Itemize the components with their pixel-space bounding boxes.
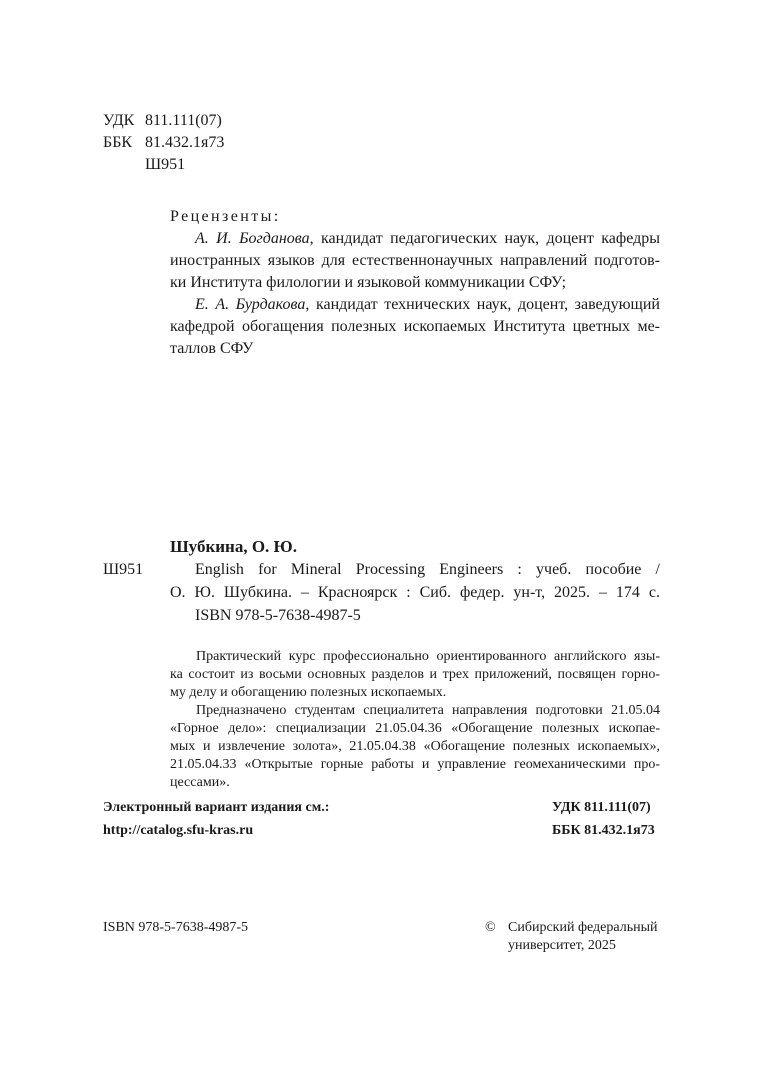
electronic-udk: УДК 811.111(07): [552, 800, 651, 815]
reviewer-2-line-3: таллов СФУ: [170, 340, 254, 357]
bib-title-line: English for Mineral Processing Engineers : учеб. пособие /: [195, 561, 660, 578]
reviewer-1-desc: , кандидат педагогических наук, доцент кафедры: [309, 230, 661, 247]
copyright-line-2: университет, 2025: [508, 938, 616, 953]
reviewer-2-name: Е. А. Бурдакова: [195, 296, 306, 313]
copyright-symbol: ©: [485, 920, 496, 935]
bbk-label: ББК: [103, 134, 133, 151]
reviewer-2-line-1: [195, 295, 660, 315]
reviewer-2-desc: , кандидат технических наук, доцент, заведующий: [305, 296, 660, 313]
reviewer-2-line-2: кафедрой обогащения полезных ископаемых Института цветных ме-: [170, 318, 660, 335]
abstract-p2-line-5: цессами».: [170, 775, 230, 790]
abstract-p2-line-2: «Горное дело»: специализации 21.05.04.36 «Обогащение полезных ископае-: [170, 721, 660, 736]
abstract-p1-line-1: Практический курс профессионально ориентированного английского язы-: [196, 649, 660, 664]
reviewer-1-line-2: иностранных языков для естественнонаучных направлений подготов-: [170, 252, 660, 269]
bib-imprint-line: О. Ю. Шубкина. – Красноярск : Сиб. федер. ун-т, 2025. – 174 с.: [170, 584, 660, 601]
copyright-line-1: Сибирский федеральный: [508, 920, 658, 935]
reviewer-1-line-1: [195, 229, 660, 249]
reviewer-1-name: А. И. Богданова: [195, 230, 310, 247]
catalog-link[interactable]: http://catalog.sfu-kras.ru: [103, 823, 254, 838]
abstract-p2-line-1: Предназначено студентам специалитета направления подготовки 21.05.04: [196, 703, 660, 718]
reviewer-1-line-3: ки Института филологии и языковой коммуникации СФУ;: [170, 274, 567, 291]
bib-isbn: ISBN 978-5-7638-4987-5: [195, 607, 361, 624]
bbk-value: 81.432.1я73: [145, 134, 225, 151]
udk-label: УДК: [103, 112, 135, 129]
abstract-p2-line-4: 21.05.04.33 «Открытые горные работы и управление геомеханическими про-: [170, 757, 660, 772]
bib-mark: Ш951: [103, 561, 144, 578]
udk-value: 811.111(07): [145, 112, 222, 129]
bib-author: Шубкина, О. Ю.: [170, 537, 297, 556]
reviewers-heading: Рецензенты:: [170, 208, 281, 225]
footer-isbn: ISBN 978-5-7638-4987-5: [103, 920, 249, 935]
abstract-p1-line-2: ка состоит из восьми основных разделов и трех приложений, посвящен горно-: [170, 667, 660, 682]
abstract-p1-line-3: му делу и обогащению полезных ископаемых.: [170, 685, 447, 700]
electronic-bbk: ББК 81.432.1я73: [552, 823, 655, 838]
electronic-version-label: Электронный вариант издания см.:: [103, 800, 330, 815]
abstract-p2-line-3: мых и извлечение золота», 21.05.04.38 «Обогащение полезных ископаемых»,: [170, 739, 660, 754]
author-mark: Ш951: [145, 156, 186, 173]
